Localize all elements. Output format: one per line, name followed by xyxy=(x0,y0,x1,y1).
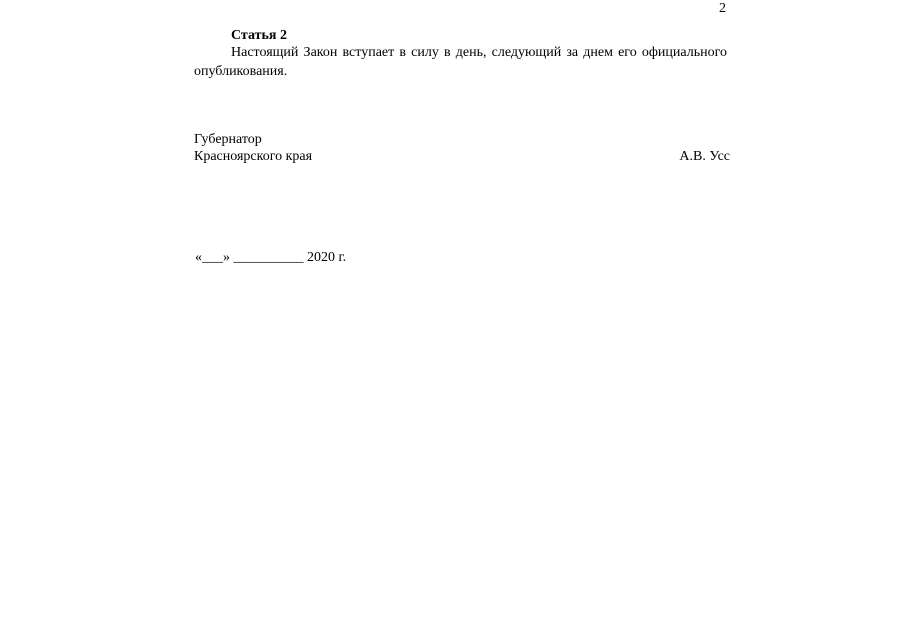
article-heading: Статья 2 xyxy=(231,28,287,43)
signature-title-line2: Красноярского края xyxy=(194,149,313,164)
signatory-name: А.В. Усс xyxy=(679,149,730,164)
date-line: «___» __________ 2020 г. xyxy=(195,250,347,265)
article-body: Настоящий Закон вступает в силу в день, следующий за днем его официального опубликования. xyxy=(194,45,727,79)
page-number: 2 xyxy=(719,1,726,16)
signature-block xyxy=(194,131,730,165)
signature-row xyxy=(194,148,730,165)
signature-title-line1: Губернатор xyxy=(194,132,262,147)
